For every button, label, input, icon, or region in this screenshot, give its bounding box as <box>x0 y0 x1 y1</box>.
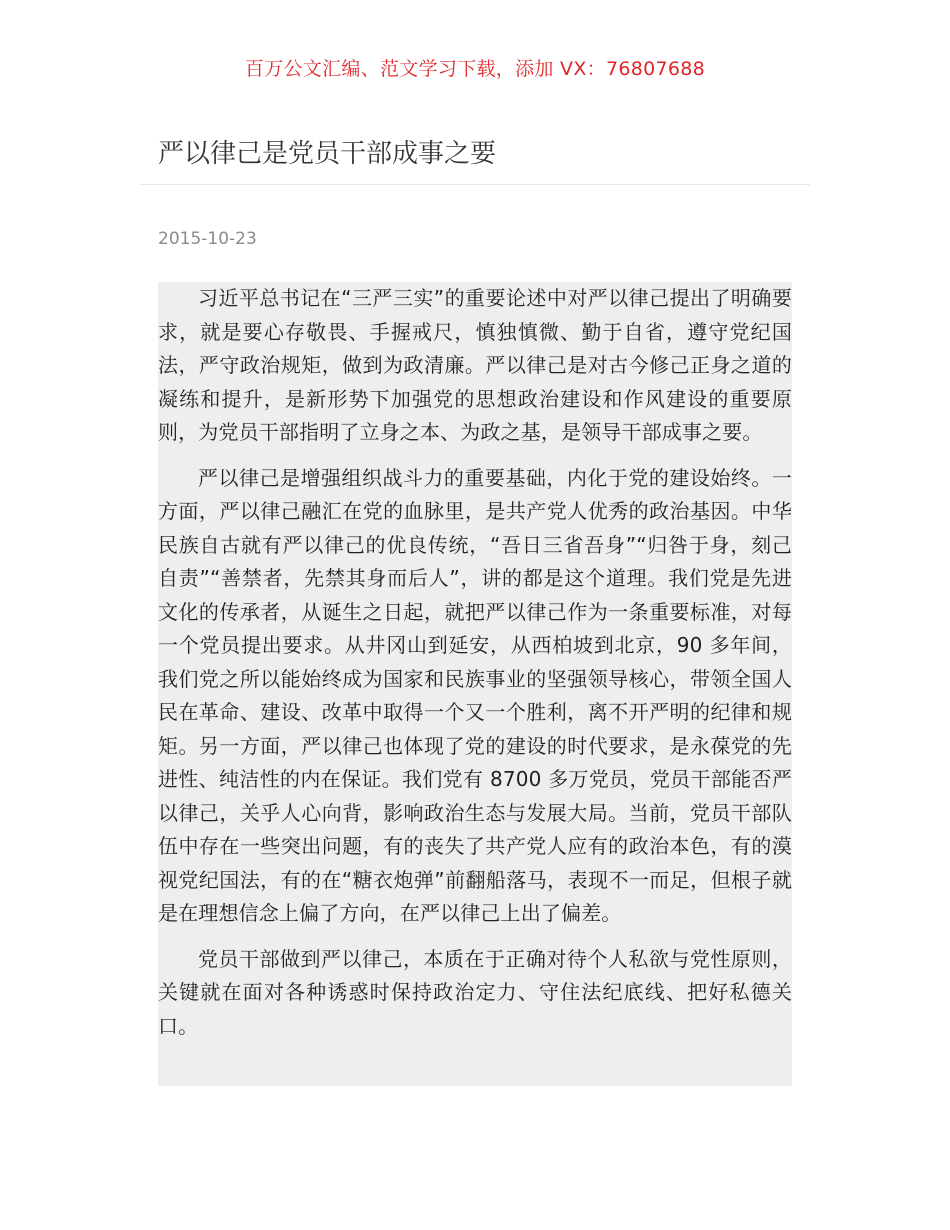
title-divider <box>140 184 810 185</box>
promo-banner: 百万公文汇编、范文学习下载，添加 VX：76807688 <box>244 58 706 80</box>
article-paragraph: 党员干部做到严以律己，本质在于正确对待个人私欲与党性原则，关键就在面对各种诱惑时保持政治定力、守住法纪底线、把好私德关口。 <box>158 946 792 1038</box>
article-paragraph: 习近平总书记在“三严三实”的重要论述中对严以律己提出了明确要求，就是要心存敬畏、手握戒尺，慎独慎微、勤于自省，遵守党纪国法，严守政治规矩，做到为政清廉。严以律己是对古今修己正身之道的凝练和提升，是新形势下加强党的思想政治建设和作风建设的重要原则，为党员干部指明了立身之本、为政之基，是领导干部成事之要。 <box>158 286 792 444</box>
publish-date: 2015-10-23 <box>158 229 257 249</box>
article-title: 严以律己是党员干部成事之要 <box>158 139 497 169</box>
article-body <box>158 282 792 1086</box>
article-paragraph: 严以律己是增强组织战斗力的重要基础，内化于党的建设始终。一方面，严以律己融汇在党的血脉里，是共产党人优秀的政治基因。中华民族自古就有严以律己的优良传统，“吾日三省吾身”“归咎于身，刻己自责”“善禁者，先禁其身而后人”，讲的都是这个道理。我们党是先进文化的传承者，从诞生之日起，就把严以律己作为一条重要标准，对每一个党员提出要求。从井冈山到延安，从西柏坡到北京，90 多年间，我们党之所以能始终成为国家和民族事业的坚强领导核心，带领全国人民在革命、建设、改革中取得一个又一个胜利，离不开严明的纪律和规矩。另一方面，严以律己也体现了党的建设的时代要求，是永葆党的先进性、纯洁性的内在保证。我们党有 8700 多万党员，党员干部能否严以律己，关乎人心向背，影响政治生态与发展大局。当前，党员干部队伍中存在一些突出问题，有的丧失了共产党人应有的政治本色，有的漠视党纪国法，有的在“糖衣炮弹”前翻船落马，表现不一而足，但根子就是在理想信念上偏了方向，在严以律己上出了偏差。 <box>158 465 792 925</box>
